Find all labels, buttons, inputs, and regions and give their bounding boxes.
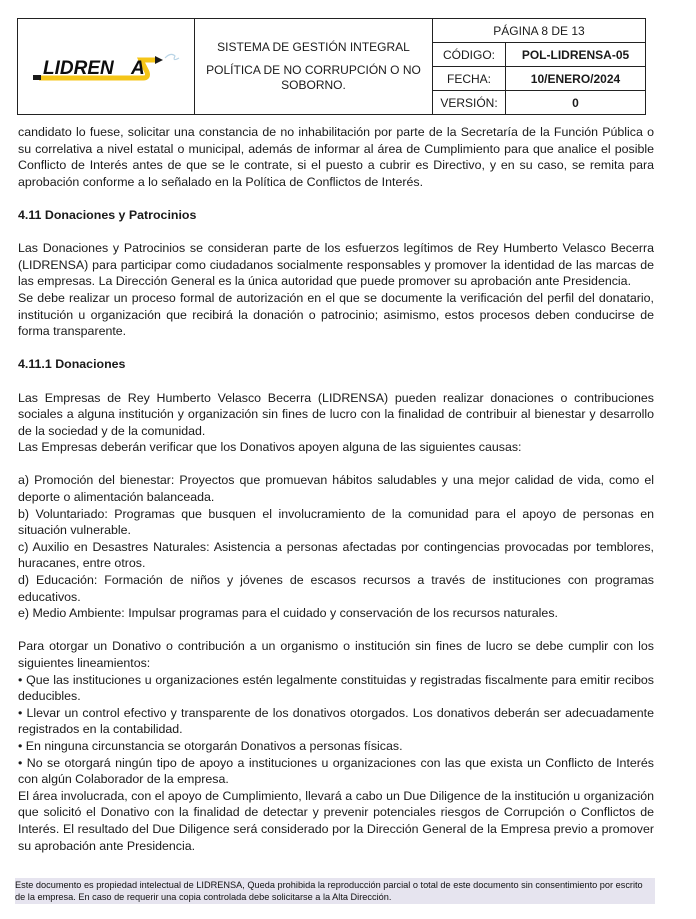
section-heading-4-11: 4.11 Donaciones y Patrocinios	[18, 207, 197, 222]
paragraph: Las Empresas deberán verificar que los Donativos apoyen alguna de las siguientes causas:	[18, 440, 522, 455]
guideline-item: • En ninguna circunstancia se otorgarán Donativos a personas físicas.	[18, 738, 403, 753]
paragraph: Las Empresas de Rey Humberto Velasco Becerra (LIDRENSA) pueden realizar donaciones o contribuciones sociales a alguna institución y organización sin fines de lucro con la finalidad de contribuir al bienestar y desarrollo de la sociedad y de la comunidad.	[18, 390, 654, 438]
logo-graphic-icon	[31, 42, 181, 92]
version-label: VERSIÓN:	[433, 91, 506, 115]
page-number: PÁGINA 8 DE 13	[433, 19, 646, 43]
date-value: 10/ENERO/2024	[506, 67, 646, 91]
cause-item: e) Medio Ambiente: Impulsar programas para el cuidado y conservación de los recursos naturales.	[18, 606, 558, 621]
version-value: 0	[506, 91, 646, 115]
code-value: POL-LIDRENSA-05	[506, 43, 646, 67]
cause-item: b) Voluntariado: Programas que busquen el involucramiento de la comunidad para el apoyo de personas en situación vulnerable.	[18, 506, 654, 538]
date-label: FECHA:	[433, 67, 506, 91]
cause-item: c) Auxilio en Desastres Naturales: Asistencia a personas afectadas por contingencias provocadas por temblores, huracanes, entre otros.	[18, 539, 654, 571]
guideline-item: • No se otorgará ningún tipo de apoyo a instituciones u organizaciones con las que exista un Conflicto de Interés con algún Colaborador de la empresa.	[18, 755, 654, 787]
guideline-item: • Llevar un control efectivo y transparente de los donativos otorgados. Los donativos deberán ser adecuadamente registrados en la contabilidad.	[18, 705, 654, 737]
intro-paragraph: candidato lo fuese, solicitar una constancia de no inhabilitación por parte de la Secretaría de la Función Pública o su correlativa a nivel estatal o municipal, además de informar al área de Cumplimiento para que analice el posible Conflicto de Interés antes de que se le contrate, si el puesto a cubrir es Directivo, y en su caso, se remita para aprobación conforme a lo señalado en la Política de Conflictos de Interés.	[18, 125, 654, 189]
code-label: CÓDIGO:	[433, 43, 506, 67]
document-header	[17, 18, 646, 115]
copyright-footer: Este documento es propiedad intelectual de LIDRENSA, Queda prohibida la reproducción parcial o total de este documento sin consentimiento por escrito de la empresa. En caso de requerir una copia controlada debe solicitarse a la Alta Dirección.	[15, 878, 655, 904]
guidelines-intro: Para otorgar un Donativo o contribución a un organismo o institución sin fines de lucro se debe cumplir con los siguientes lineamientos:	[18, 639, 654, 670]
document-body	[18, 124, 654, 854]
logo-text: LIDREN	[43, 57, 114, 79]
cause-item: a) Promoción del bienestar: Proyectos que promuevan hábitos saludables y una mejor calidad de vida, como el deporte o alimentación balanceada.	[18, 473, 654, 505]
section-heading-4-11-1: 4.11.1 Donaciones	[18, 357, 126, 372]
logo-cell	[18, 19, 195, 115]
policy-title: POLÍTICA DE NO CORRUPCIÓN O NO SOBORNO.	[206, 63, 421, 92]
paragraph: Se debe realizar un proceso formal de autorización en el que se documente la verificación del perfil del donatario, institución u organización que recibirá la donación o patrocinio; asimismo, estos procesos deben conducirse de forma transparente.	[18, 290, 654, 339]
title-cell	[195, 19, 433, 115]
closing-paragraph: El área involucrada, con el apoyo de Cumplimiento, llevará a cabo un Due Diligence de la institución u organización que solicitó el Donativo con la finalidad de detectar y prevenir potenciales riesgos de Corrupción o Conflictos de Interés. El resultado del Due Diligence será considerado por la Dirección General de la Empresa previo a promover su aprobación ante Presidencia.	[18, 788, 654, 853]
svg-text:A: A	[131, 57, 145, 79]
guideline-item: • Que las instituciones u organizaciones estén legalmente constituidas y registradas fiscalmente para emitir recibos deducibles.	[18, 672, 654, 704]
cause-item: d) Educación: Formación de niños y jóvenes de escasos recursos a través de instituciones con programas educativos.	[18, 573, 654, 604]
paragraph: Las Donaciones y Patrocinios se consideran parte de los esfuerzos legítimos de Rey Humberto Velasco Becerra (LIDRENSA) para participar como ciudadanos socialmente responsables y promover la identidad de las marcas de las empresas. La Dirección General es la única autoridad que puede promover su aprobación ante Presidencia.	[18, 241, 654, 289]
system-title: SISTEMA DE GESTIÓN INTEGRAL	[217, 40, 410, 54]
lidrensa-logo	[31, 42, 181, 92]
